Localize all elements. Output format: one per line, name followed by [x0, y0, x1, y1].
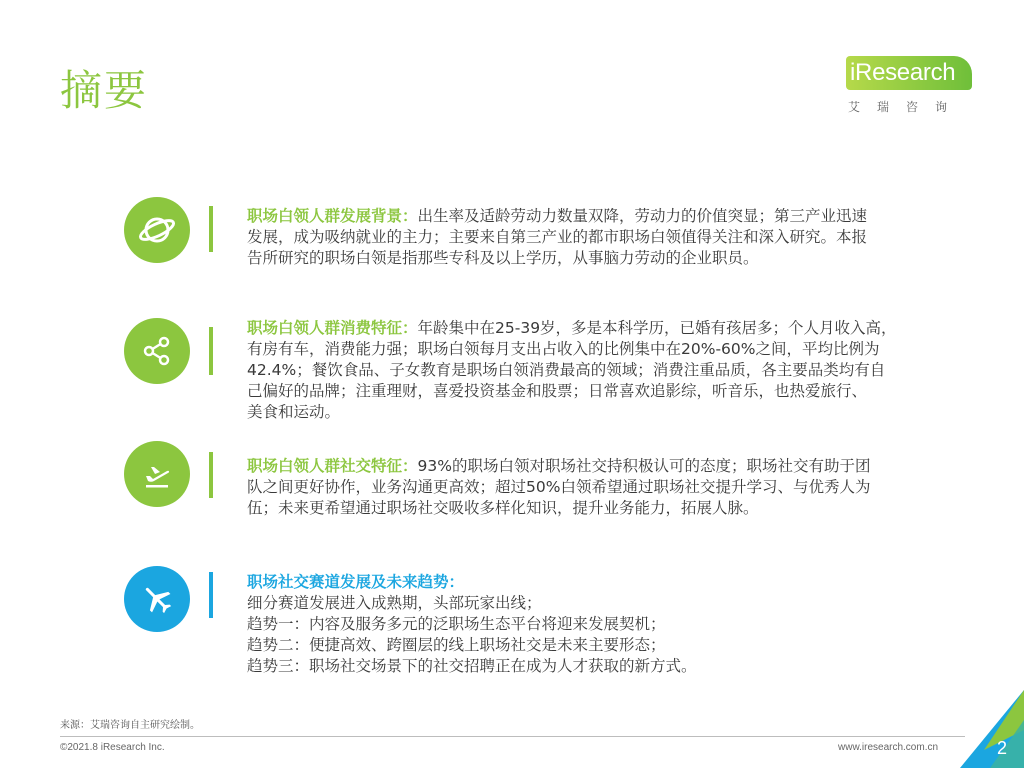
text-line: 出生率及适龄劳动力数量双降，劳动力的价值突显；第三产业迅速 — [417, 207, 868, 225]
logo-brand-text: iResearch — [850, 59, 956, 86]
section-heading: 职场社交赛道发展及未来趋势： — [247, 573, 465, 591]
text-line: 伍；未来更希望通过职场社交吸收多样化知识，提升业务能力，拓展人脉。 — [247, 499, 759, 517]
text-line: 年龄集中在25-39岁，多是本科学历，已婚有孩居多；个人月收入高， — [417, 319, 897, 337]
section-accent-bar — [209, 452, 213, 498]
section-text — [247, 572, 967, 677]
iresearch-logo — [840, 52, 980, 122]
text-line: 93%的职场白领对职场社交持积极认可的态度；职场社交有助于团 — [417, 457, 871, 475]
section-text — [247, 456, 967, 519]
takeoff-icon — [124, 441, 190, 507]
airplane-icon — [124, 566, 190, 632]
text-line: 趋势二：便捷高效、跨圈层的线上职场社交是未来主要形态； — [247, 636, 666, 654]
text-line: 发展，成为吸纳就业的主力；主要来自第三产业的都市职场白领值得关注和深入研究。本报 — [247, 228, 868, 246]
section-heading: 职场白领人群发展背景： — [247, 207, 418, 225]
logo-subtitle: 艾瑞咨询 — [848, 100, 965, 114]
text-line: 队之间更好协作，业务沟通更高效；超过50%白领希望通过职场社交提升学习、与优秀人为 — [247, 478, 871, 496]
text-line: 细分赛道发展进入成熟期，头部玩家出线； — [247, 594, 542, 612]
section-accent-bar — [209, 572, 213, 618]
text-line: 告所研究的职场白领是指那些专科及以上学历，从事脑力劳动的企业职员。 — [247, 249, 759, 267]
section-text — [247, 318, 967, 423]
text-line: 趋势一：内容及服务多元的泛职场生态平台将迎来发展契机； — [247, 615, 666, 633]
section-text — [247, 206, 967, 269]
section-accent-bar — [209, 327, 213, 375]
section-heading: 职场白领人群消费特征： — [247, 319, 418, 337]
page-number: 2 — [997, 738, 1008, 758]
copyright-text: ©2021.8 iResearch Inc. — [60, 742, 165, 753]
website-link[interactable]: www.iresearch.com.cn — [838, 742, 939, 753]
text-line: 美食和运动。 — [247, 403, 341, 421]
page-title: 摘要 — [60, 66, 149, 115]
section-heading: 职场白领人群社交特征： — [247, 457, 418, 475]
text-line: 趋势三：职场社交场景下的社交招聘正在成为人才获取的新方式。 — [247, 657, 697, 675]
corner-decoration — [960, 690, 1024, 768]
text-line: 有房有车，消费能力强；职场白领每月支出占收入的比例集中在20%-60%之间，平均比例为 — [247, 340, 880, 358]
planet-icon — [124, 197, 190, 263]
source-note: 来源：艾瑞咨询自主研究绘制。 — [60, 720, 200, 731]
text-line: 42.4%；餐饮食品、子女教育是职场白领消费最高的领域；消费注重品质，各主要品类均有自 — [247, 361, 886, 379]
section-accent-bar — [209, 206, 213, 252]
share-icon — [124, 318, 190, 384]
text-line: 己偏好的品牌；注重理财，喜爱投资基金和股票；日常喜欢追影综，听音乐，也热爱旅行、 — [247, 382, 868, 400]
footer-divider — [60, 736, 965, 737]
